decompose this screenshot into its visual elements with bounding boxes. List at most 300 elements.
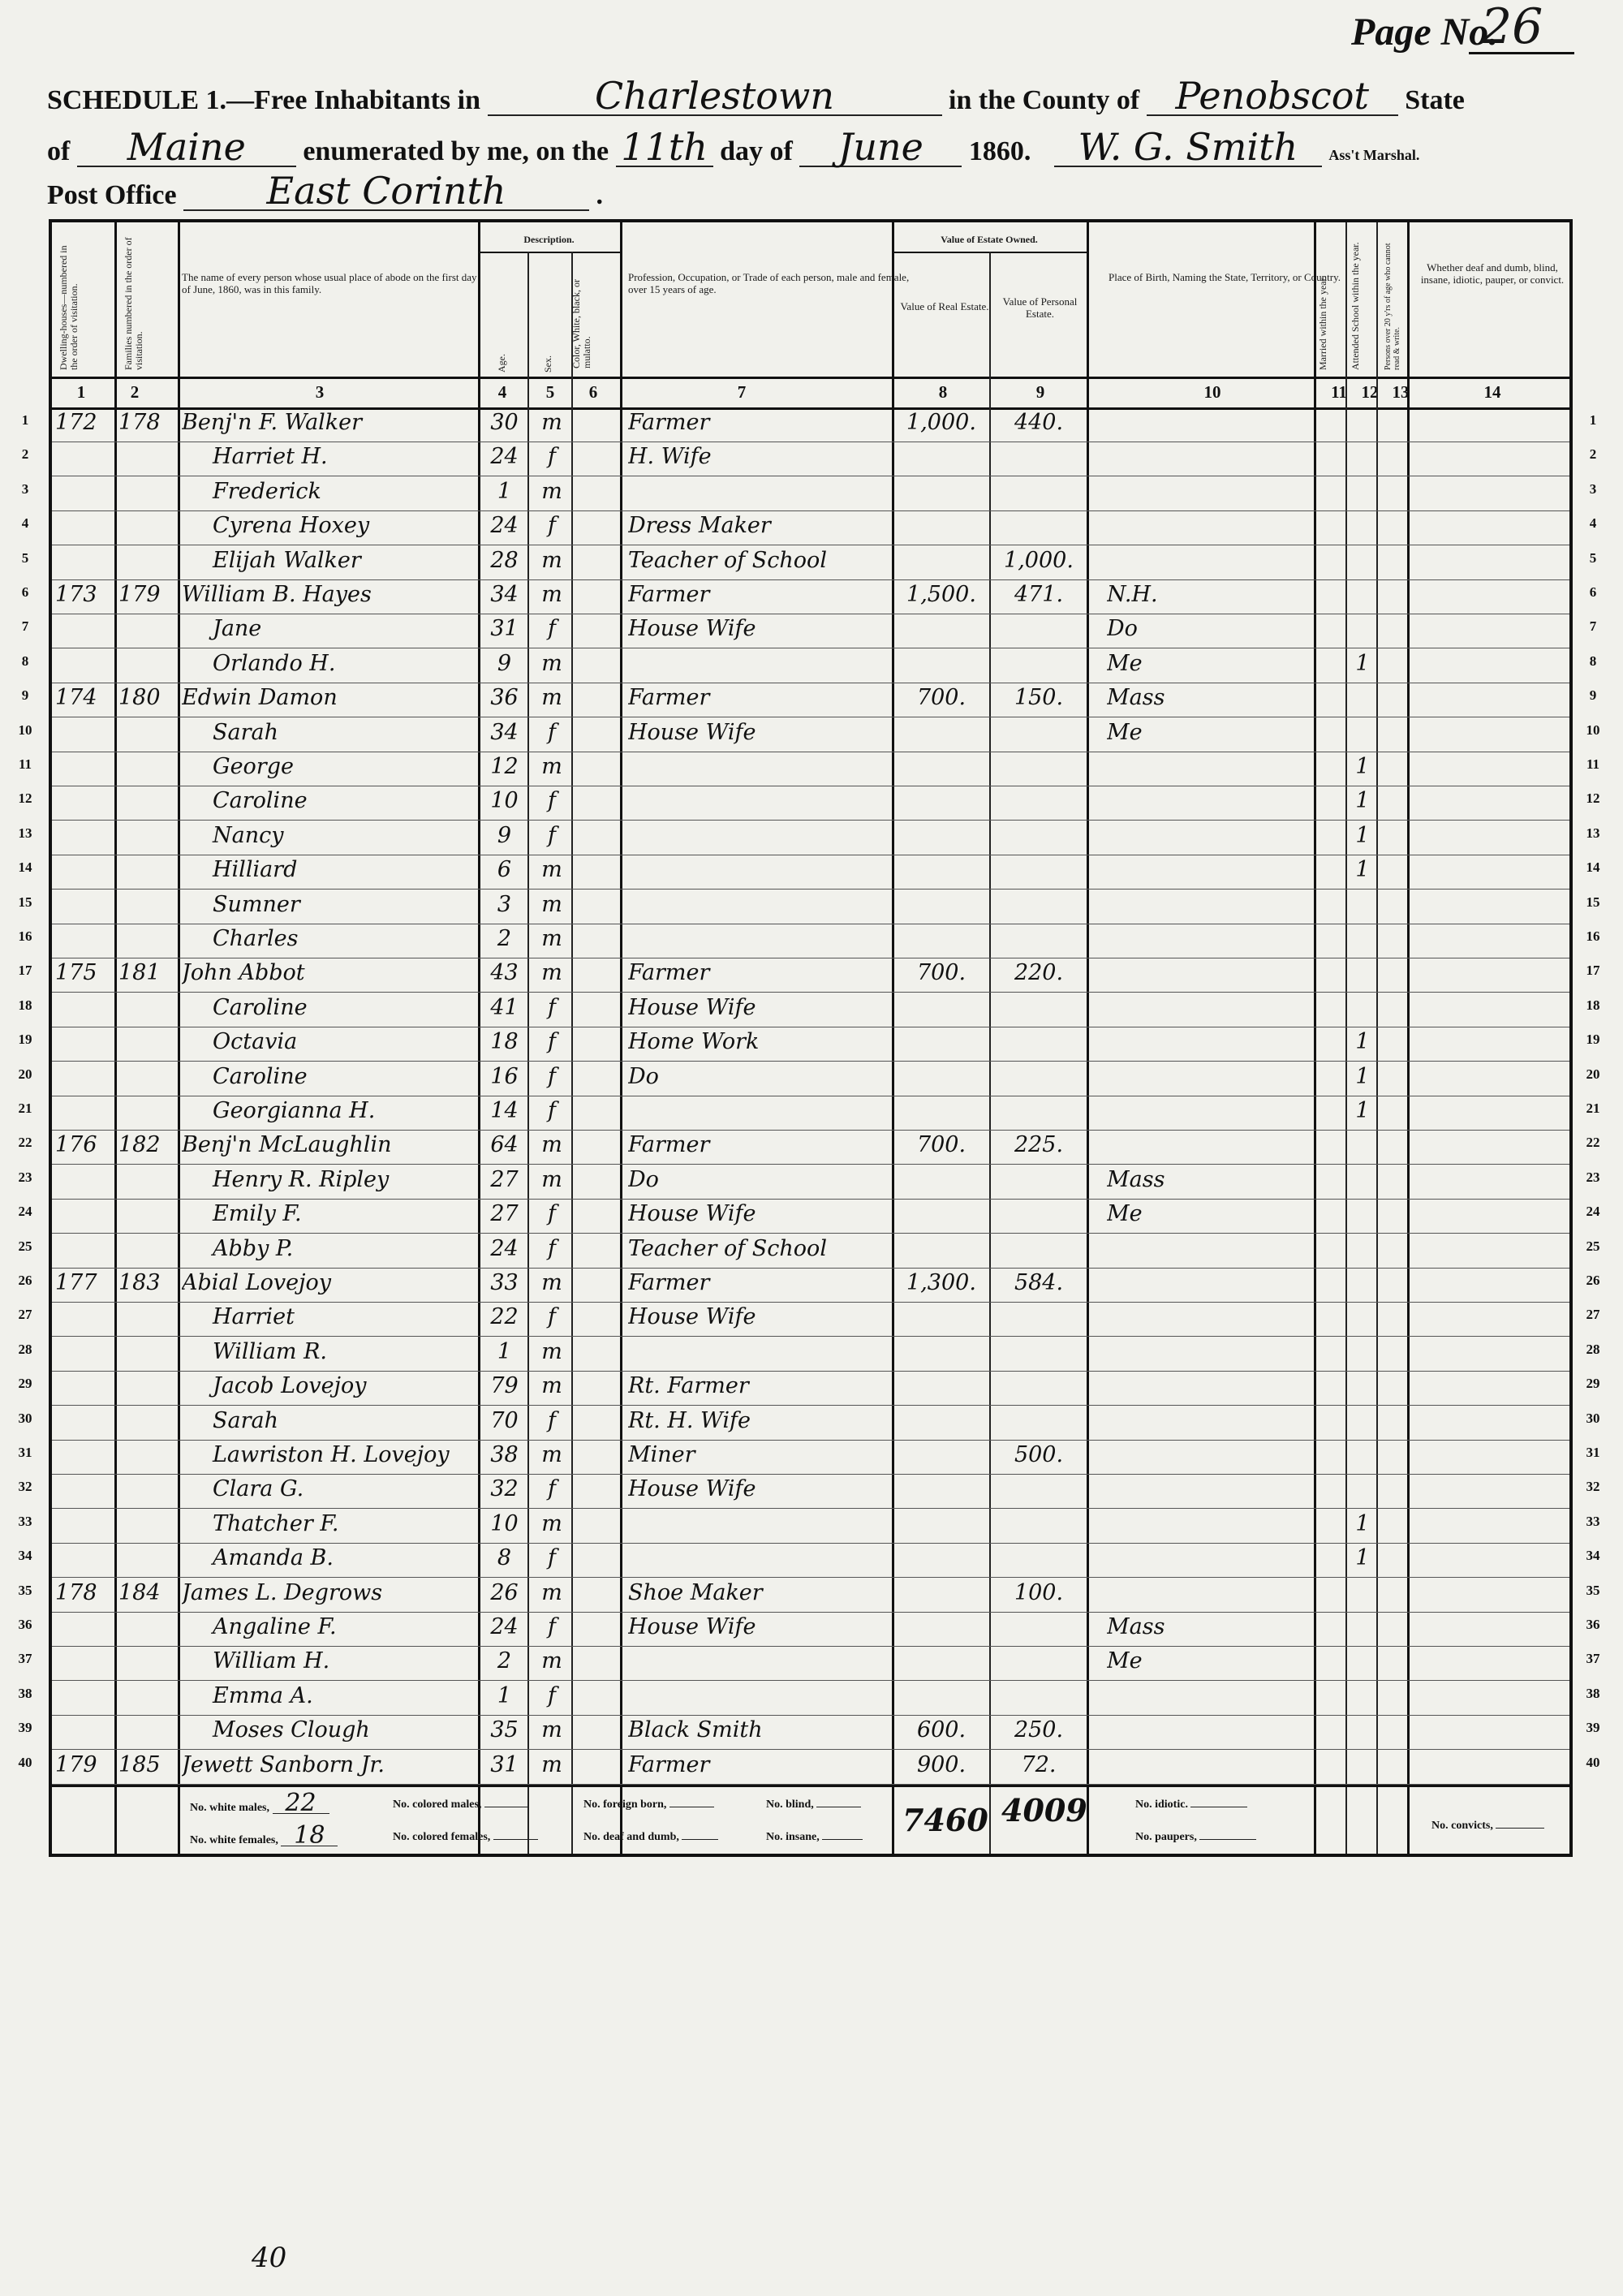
state-name: Maine: [77, 128, 296, 167]
birthplace: Mass: [1107, 1166, 1165, 1192]
description-divider: [478, 252, 620, 253]
person-name: William B. Hayes: [182, 582, 372, 607]
sex: f: [548, 1545, 556, 1571]
table-row: [52, 510, 1569, 545]
line-number-right: 25: [1586, 1238, 1600, 1254]
line-number-left: 21: [18, 1101, 32, 1116]
line-number-right: 27: [1586, 1307, 1600, 1323]
line-number-left: 35: [18, 1582, 32, 1598]
age: 1: [497, 1338, 512, 1364]
personal-estate-value: 1,000.: [1004, 547, 1074, 573]
header-description: Description.: [523, 234, 575, 245]
sex: f: [548, 719, 556, 745]
table-row: [52, 1750, 1569, 1785]
age: 6: [497, 857, 512, 883]
line-number-right: 7: [1589, 618, 1597, 635]
sex: f: [548, 1063, 556, 1089]
line-number-left: 12: [18, 790, 32, 807]
line-number-left: 16: [18, 928, 32, 944]
age: 8: [497, 1545, 512, 1571]
colnum-3: 3: [315, 382, 325, 402]
occupation: Farmer: [628, 685, 710, 711]
table-row: [52, 476, 1569, 511]
line-number-left: 29: [18, 1376, 32, 1392]
person-name: James L. Degrows: [182, 1579, 383, 1605]
sex: m: [541, 1510, 562, 1536]
line-number-right: 37: [1586, 1651, 1600, 1667]
line-number-right: 16: [1586, 928, 1600, 944]
personal-estate-value: 471.: [1014, 582, 1064, 607]
colnum-7: 7: [737, 382, 747, 402]
line-number-left: 19: [18, 1032, 32, 1048]
table-row: [52, 648, 1569, 683]
person-name: Hilliard: [213, 857, 298, 883]
occupation: House Wife: [628, 1304, 756, 1330]
table-row: [52, 1234, 1569, 1269]
occupation: Black Smith: [628, 1717, 763, 1743]
header-color: Color, White, black, or mulatto.: [570, 279, 592, 368]
person-name: Emily F.: [213, 1201, 302, 1227]
sex: m: [541, 547, 562, 573]
occupation: Dress Maker: [628, 513, 771, 539]
line-number-left: 6: [21, 584, 29, 600]
line-number-right: 5: [1589, 549, 1597, 566]
colnum-11: 11: [1331, 382, 1347, 402]
day-of-label: day of: [720, 136, 793, 166]
sex: f: [548, 1098, 556, 1123]
page-number-value: 26: [1481, 0, 1543, 55]
table-row: [52, 1612, 1569, 1647]
sex: f: [548, 1476, 556, 1502]
line-number-left: 15: [18, 894, 32, 910]
table-row: [52, 1302, 1569, 1337]
birthplace: Me: [1107, 719, 1143, 745]
person-name: Georgianna H.: [213, 1098, 376, 1123]
age: 24: [490, 1614, 519, 1639]
occupation: Shoe Maker: [628, 1579, 763, 1605]
age: 27: [490, 1166, 519, 1192]
age: 34: [490, 582, 519, 607]
table-row: [52, 958, 1569, 993]
table-row: [52, 786, 1569, 821]
line-number-left: 9: [21, 687, 29, 704]
occupation: House Wife: [628, 1201, 756, 1227]
year-value: 1860.: [968, 136, 1031, 166]
colnum-8: 8: [938, 382, 948, 402]
line-number-left: 8: [21, 653, 29, 669]
sex: f: [548, 1029, 556, 1055]
line-number-left: 31: [18, 1445, 32, 1460]
family-number: 183: [118, 1270, 161, 1295]
person-name: Charles: [213, 926, 299, 951]
person-name: Cyrena Hoxey: [213, 513, 370, 539]
person-name: Sarah: [213, 719, 278, 745]
table-row: [52, 1165, 1569, 1200]
convicts: No. convicts,: [1431, 1820, 1544, 1833]
person-name: Jacob Lovejoy: [213, 1373, 367, 1399]
person-name: Clara G.: [213, 1476, 304, 1502]
sex: f: [548, 1304, 556, 1330]
of-label: of: [47, 136, 71, 166]
line-number-right: 22: [1586, 1135, 1600, 1151]
colnum-2: 2: [130, 382, 140, 402]
table-row: [52, 579, 1569, 614]
line-number-left: 13: [18, 825, 32, 841]
colnum-12: 12: [1361, 382, 1379, 402]
line-number-left: 5: [21, 549, 29, 566]
table-row: [52, 442, 1569, 476]
age: 28: [490, 547, 519, 573]
person-name: George: [213, 754, 294, 779]
table-row: [52, 855, 1569, 890]
sex: m: [541, 582, 562, 607]
header-dwelling: Dwelling-houses—numbered in the order of visitation.: [58, 245, 80, 370]
attended-school: 1: [1355, 1063, 1370, 1089]
table-row: [52, 1509, 1569, 1544]
age: 35: [490, 1717, 519, 1743]
person-name: Caroline: [213, 1063, 308, 1089]
page-number-underline: [1469, 52, 1574, 54]
age: 22: [490, 1304, 519, 1330]
line-number-right: 19: [1586, 1032, 1600, 1048]
county-name: Penobscot: [1147, 77, 1398, 116]
real-estate-value: 1,300.: [906, 1270, 976, 1295]
header-birthplace: Place of Birth, Naming the State, Territory, or Country.: [1109, 271, 1341, 283]
line-number-right: 21: [1586, 1101, 1600, 1116]
sex: f: [548, 1614, 556, 1639]
column-headers: [52, 222, 1569, 379]
age: 2: [497, 926, 512, 951]
attended-school: 1: [1355, 1545, 1370, 1571]
sex: m: [541, 1338, 562, 1364]
header-real-estate: Value of Real Estate.: [900, 300, 989, 312]
occupation: Farmer: [628, 1751, 710, 1777]
post-office-label: Post Office: [47, 180, 177, 210]
line-number-left: 32: [18, 1479, 32, 1495]
line-number-right: 13: [1586, 825, 1600, 841]
line-number-right: 24: [1586, 1204, 1600, 1220]
sex: m: [541, 410, 562, 435]
sex: m: [541, 891, 562, 917]
person-name: William H.: [213, 1648, 330, 1674]
line-number-left: 39: [18, 1720, 32, 1736]
age: 38: [490, 1442, 519, 1467]
personal-estate-value: 220.: [1014, 960, 1064, 986]
line-number-right: 14: [1586, 859, 1600, 876]
line-number-right: 10: [1586, 722, 1600, 738]
occupation: Home Work: [628, 1029, 760, 1055]
line-number-right: 17: [1586, 963, 1600, 979]
line-number-right: 36: [1586, 1617, 1600, 1632]
occupation: Rt. Farmer: [628, 1373, 749, 1399]
table-row: [52, 1440, 1569, 1475]
county-label: in the County of: [949, 85, 1140, 115]
person-name: Emma A.: [213, 1682, 313, 1708]
sex: f: [548, 616, 556, 642]
line-number-right: 23: [1586, 1169, 1600, 1185]
age: 64: [490, 1132, 519, 1158]
line-number-left: 38: [18, 1685, 32, 1701]
person-name: Harriet: [213, 1304, 295, 1330]
colnum-6: 6: [588, 382, 598, 402]
sex: f: [548, 1201, 556, 1227]
person-name: Jewett Sanborn Jr.: [182, 1751, 385, 1777]
age: 30: [490, 410, 519, 435]
sex: m: [541, 1270, 562, 1295]
sex: f: [548, 513, 556, 539]
blind: No. blind,: [766, 1798, 861, 1811]
attended-school: 1: [1355, 857, 1370, 883]
person-name: Harriet H.: [213, 444, 328, 470]
person-name: Benj'n F. Walker: [182, 410, 363, 435]
enumerated-label: enumerated by me, on the: [303, 136, 609, 166]
line-number-right: 30: [1586, 1410, 1600, 1426]
person-name: Edwin Damon: [182, 685, 338, 711]
age: 1: [497, 478, 512, 504]
header-sex: Sex.: [542, 355, 553, 373]
line-number-left: 17: [18, 963, 32, 979]
line-number-right: 33: [1586, 1513, 1600, 1529]
line-number-left: 3: [21, 480, 29, 497]
age: 3: [497, 891, 512, 917]
line-number-left: 20: [18, 1066, 32, 1082]
sex: m: [541, 754, 562, 779]
header-personal-estate: Value of Personal Estate.: [1002, 295, 1078, 320]
line-number-right: 26: [1586, 1273, 1600, 1288]
age: 10: [490, 1510, 519, 1536]
personal-estate-total: 4009: [1001, 1792, 1087, 1829]
age: 41: [490, 994, 519, 1020]
occupation: Farmer: [628, 960, 710, 986]
line-number-left: 30: [18, 1410, 32, 1426]
colnum-10: 10: [1203, 382, 1221, 402]
age: 24: [490, 1235, 519, 1261]
town-name: Charlestown: [488, 77, 942, 116]
sex: m: [541, 650, 562, 676]
table-row: [52, 993, 1569, 1027]
age: 70: [490, 1407, 519, 1433]
age: 33: [490, 1270, 519, 1295]
person-name: Thatcher F.: [213, 1510, 339, 1536]
person-name: Elijah Walker: [213, 547, 361, 573]
line-number-left: 27: [18, 1307, 32, 1323]
colnum-4: 4: [497, 382, 507, 402]
birthplace: Me: [1107, 650, 1143, 676]
table-row: [52, 717, 1569, 752]
line-number-right: 20: [1586, 1066, 1600, 1082]
line-number-left: 28: [18, 1341, 32, 1357]
occupation: Farmer: [628, 582, 710, 607]
birthplace: Do: [1107, 616, 1138, 642]
person-name: Moses Clough: [213, 1717, 370, 1743]
table-row: [52, 1130, 1569, 1165]
table-row: [52, 614, 1569, 648]
day-value: 11th: [616, 128, 713, 167]
personal-estate-value: 72.: [1021, 1751, 1057, 1777]
line-number-left: 2: [21, 446, 29, 463]
age: 34: [490, 719, 519, 745]
idiotic: No. idiotic.: [1135, 1798, 1247, 1811]
table-row: [52, 1715, 1569, 1750]
line-number-right: 34: [1586, 1548, 1600, 1564]
line-number-left: 33: [18, 1513, 32, 1529]
table-row: [52, 545, 1569, 580]
attended-school: 1: [1355, 1098, 1370, 1123]
line-number-left: 34: [18, 1548, 32, 1564]
age: 26: [490, 1579, 519, 1605]
table-row: [52, 1096, 1569, 1131]
table-row: [52, 1268, 1569, 1303]
person-name: Henry R. Ripley: [213, 1166, 390, 1192]
real-estate-total: 7460: [902, 1802, 988, 1838]
occupation: Farmer: [628, 1270, 710, 1295]
age: 14: [490, 1098, 519, 1123]
line-number-right: 38: [1586, 1685, 1600, 1701]
state-label: State: [1405, 85, 1465, 115]
table-row: [52, 407, 1569, 442]
personal-estate-value: 100.: [1014, 1579, 1064, 1605]
occupation: House Wife: [628, 616, 756, 642]
age: 12: [490, 754, 519, 779]
colored-females: No. colored females,: [393, 1831, 538, 1844]
real-estate-value: 700.: [916, 960, 966, 986]
dwelling-number: 178: [55, 1579, 97, 1605]
real-estate-value: 600.: [916, 1717, 966, 1743]
line-number-left: 24: [18, 1204, 32, 1220]
foreign-born: No. foreign born,: [583, 1798, 714, 1811]
personal-estate-value: 150.: [1014, 685, 1064, 711]
sex: f: [548, 1235, 556, 1261]
personal-estate-value: 500.: [1014, 1442, 1064, 1467]
schedule-title: SCHEDULE 1.—Free Inhabitants in: [47, 85, 481, 115]
colnum-13: 13: [1392, 382, 1410, 402]
table-row: [52, 1474, 1569, 1509]
table-row: [52, 890, 1569, 924]
birthplace: Mass: [1107, 1614, 1165, 1639]
sex: m: [541, 857, 562, 883]
line-number-left: 11: [18, 756, 32, 772]
person-name: Angaline F.: [213, 1614, 337, 1639]
age: 31: [490, 616, 519, 642]
personal-estate-value: 440.: [1014, 410, 1064, 435]
occupation: Rt. H. Wife: [628, 1407, 751, 1433]
person-name: Octavia: [213, 1029, 298, 1055]
line-number-right: 15: [1586, 894, 1600, 910]
table-row: [52, 821, 1569, 855]
attended-school: 1: [1355, 822, 1370, 848]
table-row: [52, 1406, 1569, 1441]
colnum-1: 1: [76, 382, 86, 402]
occupation: Farmer: [628, 410, 710, 435]
person-name: Caroline: [213, 994, 308, 1020]
real-estate-value: 1,500.: [906, 582, 976, 607]
header-disability: Whether deaf and dumb, blind, insane, idiotic, pauper, or convict.: [1420, 261, 1565, 286]
schedule-title-line: [47, 74, 1465, 118]
person-name: Orlando H.: [213, 650, 336, 676]
attended-school: 1: [1355, 1029, 1370, 1055]
age: 43: [490, 960, 519, 986]
birthplace: Me: [1107, 1201, 1143, 1227]
post-office-value: East Corinth: [183, 172, 589, 211]
table-row: [52, 1027, 1569, 1062]
age: 31: [490, 1751, 519, 1777]
dwelling-number: 173: [55, 582, 97, 607]
header-occupation: Profession, Occupation, or Trade of each person, male and female, over 15 years of age.: [628, 271, 910, 295]
dwelling-number: 174: [55, 685, 97, 711]
header-age: Age.: [496, 354, 507, 373]
header-school: Attended School within the year.: [1350, 242, 1361, 370]
person-name: Frederick: [213, 478, 321, 504]
birthplace: N.H.: [1107, 582, 1158, 607]
person-name: Sumner: [213, 891, 300, 917]
sex: m: [541, 1579, 562, 1605]
line-number-left: 40: [18, 1754, 32, 1770]
age: 10: [490, 788, 519, 814]
colnum-9: 9: [1035, 382, 1045, 402]
line-number-right: 4: [1589, 515, 1597, 532]
age: 36: [490, 685, 519, 711]
family-number: 182: [118, 1132, 161, 1158]
white-males: No. white males, 22: [190, 1794, 329, 1815]
sex: f: [548, 1682, 556, 1708]
table-row: [52, 1543, 1569, 1578]
age: 27: [490, 1201, 519, 1227]
attended-school: 1: [1355, 788, 1370, 814]
person-name: Lawriston H. Lovejoy: [213, 1442, 450, 1467]
age: 9: [497, 822, 512, 848]
occupation: House Wife: [628, 1614, 756, 1639]
table-row: [52, 1371, 1569, 1406]
sex: m: [541, 1717, 562, 1743]
line-number-left: 1: [21, 412, 29, 428]
person-name: Abial Lovejoy: [182, 1270, 332, 1295]
line-number-right: 32: [1586, 1479, 1600, 1495]
birthplace: Me: [1107, 1648, 1143, 1674]
real-estate-value: 1,000.: [906, 410, 976, 435]
dwelling-number: 179: [55, 1751, 97, 1777]
line-number-left: 26: [18, 1273, 32, 1288]
marshal-label: Ass't Marshal.: [1328, 147, 1420, 163]
occupation: Teacher of School: [628, 1235, 827, 1261]
occupation: Do: [628, 1063, 659, 1089]
age: 32: [490, 1476, 519, 1502]
age: 79: [490, 1373, 519, 1399]
person-name: Jane: [213, 616, 262, 642]
line-number-left: 25: [18, 1238, 32, 1254]
line-number-right: 1: [1589, 412, 1597, 428]
occupation: H. Wife: [628, 444, 712, 470]
line-number-right: 6: [1589, 584, 1597, 600]
table-row: [52, 1062, 1569, 1096]
family-number: 180: [118, 685, 161, 711]
sex: m: [541, 1166, 562, 1192]
person-name: Benj'n McLaughlin: [182, 1132, 392, 1158]
age: 1: [497, 1682, 512, 1708]
white-males-value: 22: [273, 1794, 329, 1814]
marshal-name: W. G. Smith: [1054, 128, 1322, 167]
colnum-5: 5: [545, 382, 555, 402]
occupation: House Wife: [628, 994, 756, 1020]
dwelling-number: 176: [55, 1132, 97, 1158]
family-number: 185: [118, 1751, 161, 1777]
sex: m: [541, 1751, 562, 1777]
personal-estate-value: 250.: [1014, 1717, 1064, 1743]
personal-estate-value: 225.: [1014, 1132, 1064, 1158]
header-illiterate: Persons over 20 y'rs of age who cannot read & write.: [1384, 243, 1401, 370]
bottom-pencil-note: 40: [252, 2242, 287, 2274]
sex: m: [541, 1132, 562, 1158]
line-number-left: 37: [18, 1651, 32, 1667]
